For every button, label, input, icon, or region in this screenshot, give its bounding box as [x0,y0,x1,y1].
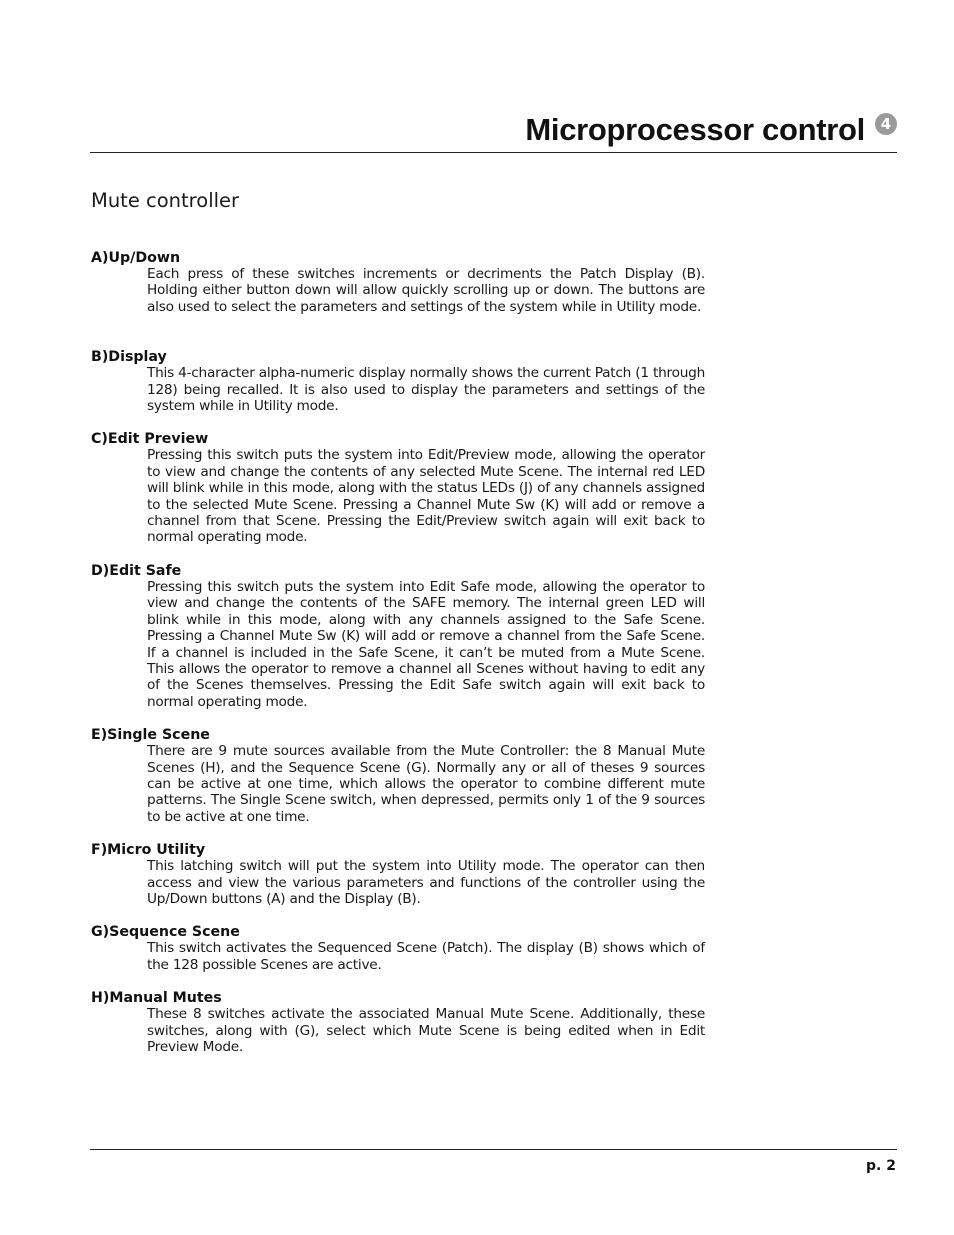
entry-label: E)Single Scene [91,727,210,744]
entry-label: G)Sequence Scene [91,924,240,941]
entry-single-scene [91,726,705,825]
entry-edit-preview [91,430,705,545]
footer-divider [90,1149,897,1150]
entry-display [91,348,705,414]
entry-label: D)Edit Safe [91,562,182,579]
entry-text: Each press of these switches increments or decriments the Patch Display (B). Holding either button down will allow quickly scrolling up or down. The buttons are also used to select the parameters and settings of the system while in Utility mode. [147,266,705,315]
entry-label: F)Micro Utility [91,842,206,859]
section-title: Mute controller [91,189,240,212]
entry-text: This latching switch will put the system into Utility mode. The operator can then access and view the various parameters and functions of the controller using the Up/Down buttons (A) and the Display (B). [147,858,705,907]
entry-micro-utility [91,841,705,907]
chapter-number-badge: 4 [875,113,897,135]
page-number: p. 2 [866,1158,896,1174]
entry-text: Pressing this switch puts the system into Edit/Preview mode, allowing the operator to view and change the contents of any selected Mute Scene. The internal red LED will blink while in this mode, along with the status LEDs (J) of any channels assigned to the selected Mute Scene. Pressing a Channel Mute Sw (K) will add or remove a channel from that Scene. Pressing the Edit/Preview switch again will exit back to normal operating mode. [147,447,705,546]
entry-up-down [91,249,705,315]
entry-text: There are 9 mute sources available from the Mute Controller: the 8 Manual Mute Scenes (H), and the Sequence Scene (G). Normally any or all of theses 9 sources can be active at one time, which allows the operator to combine different mute patterns. The Single Scene switch, when depressed, permits only 1 of the 9 sources to be active at one time. [147,743,705,825]
page-header [90,108,897,153]
entry-label: A)Up/Down [91,250,181,266]
entry-manual-mutes [91,989,705,1055]
entry-edit-safe [91,562,705,710]
entry-sequence-scene [91,923,705,973]
entry-text: This 4-character alpha-numeric display normally shows the current Patch (1 through 128) being recalled. It is also used to display the parameters and settings of the system while in Utility mode. [147,365,705,415]
entry-text: Pressing this switch puts the system into Edit Safe mode, allowing the operator to view and change the contents of the SAFE memory. The internal green LED will blink while in this mode, along with any channels assigned to the Safe Scene. Pressing a Channel Mute Sw (K) will add or remove a channel from the Safe Scene. If a channel is included in the Safe Scene, it can’t be muted from a Mute Scene. This allows the operator to remove a channel all Scenes without having to edit any of the Scenes themselves. Pressing the Edit Safe switch again will exit back to normal operating mode. [147,578,705,710]
entry-label: H)Manual Mutes [91,990,222,1007]
chapter-title: Microprocessor control [525,112,865,147]
entry-text: This switch activates the Sequenced Scene (Patch). The display (B) shows which of the 128 possible Scenes are active. [147,940,705,973]
entry-label: B)Display [91,349,167,366]
entry-label: C)Edit Preview [91,431,209,448]
entry-text: These 8 switches activate the associated Manual Mute Scene. Additionally, these switches, along with (G), select which Mute Scene is being edited when in Edit Preview Mode. [147,1006,705,1055]
control-descriptions [91,249,705,1055]
